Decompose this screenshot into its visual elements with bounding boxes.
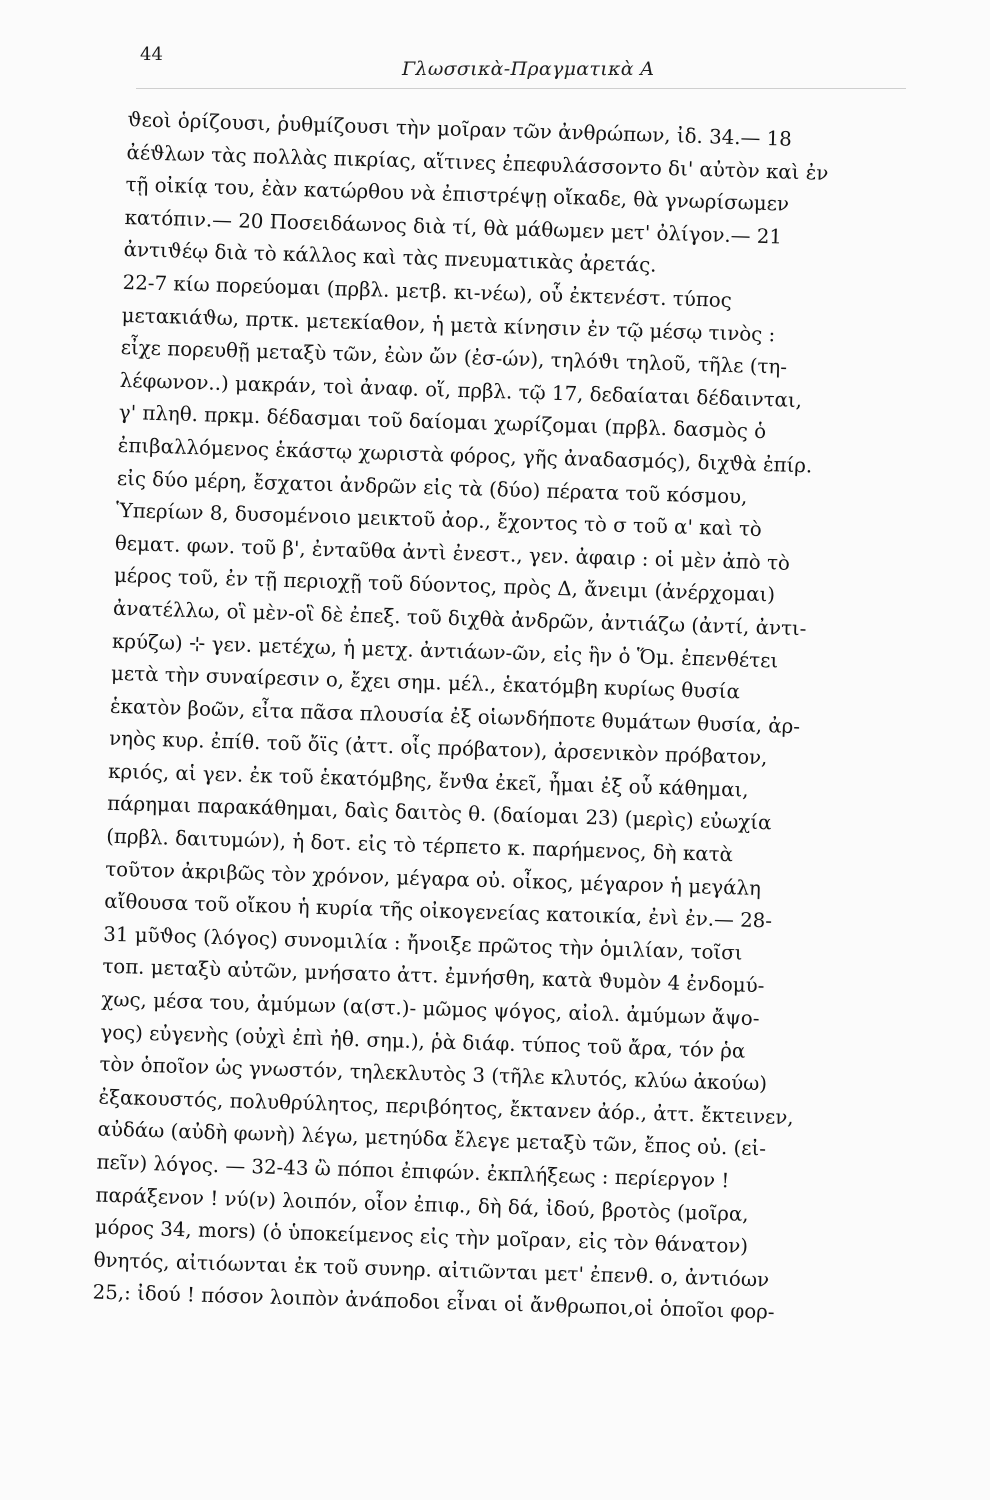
text-line: μόρος 34, mors) (ὁ ὑποκείμενος εἰς τὴν μοῖραν, εἰς τὸν θάνατον) bbox=[94, 1215, 749, 1259]
text-line: 31 μῦϑος (λόγος) συνομιλία : ἤνοιξε πρῶτος τὴν ὁμιλίαν, τοῖσι bbox=[103, 922, 743, 965]
text-line: τοπ. μεταξὺ αὐτῶν, μνήσατο ἀττ. ἐμνήσθη, κατὰ ϑυμὸν 4 ἐνδομύ- bbox=[102, 955, 765, 998]
text-line: κατόπιν.— 20 Ποσειδάωνος διὰ τί, θὰ μάθωμεν μετ' ὀλίγον.— 21 bbox=[124, 205, 783, 249]
text-line: ἀντιϑέῳ διὰ τὸ κάλλος καὶ τὰς πνευματικὰς ἀρετάς. bbox=[123, 238, 657, 278]
text-line: κρύζω) ⊹ γεν. μετέχω, ἡ μετχ. ἀντιάων-ῶν, εἰς ἣν ὁ Ὅμ. ἐπενθέτει bbox=[111, 629, 779, 673]
text-line: τοῦτον ἀκριβῶς τὸν χρόνον, μέγαρα οὐ. οἶκος, μέγαρον ἡ μεγάλη bbox=[104, 857, 762, 900]
text-line: ἐπιβαλλόμενος ἑκάστῳ χωριστὰ φόρος, γῆς ἀναδασμός), διχϑὰ ἐπίρ. bbox=[117, 433, 813, 478]
text-line: ἐξακουστός, πολυθρύλητος, περιβόητος, ἔκτανεν ἀόρ., ἀττ. ἔκτεινεν, bbox=[98, 1085, 794, 1130]
text-line: μετακιάϑω, πρτκ. μετεκίαθον, ἡ μετὰ κίνησιν ἐν τῷ μέσῳ τινὸς : bbox=[121, 303, 776, 346]
text-line: ἀέϑλων τὰς πολλὰς πικρίας, αἵτινες ἐπεφυλάσσοντο δι' αὐτὸν καὶ ἐν bbox=[126, 140, 829, 185]
text-line: αὐδάω (αὐδὴ φωνὴ) λέγω, μετηύδα ἔλεγε μεταξὺ τῶν, ἔπος οὐ. (εἰ- bbox=[97, 1117, 767, 1161]
text-line: πάρημαι παρακάθημαι, δαὶς δαιτὸς θ. (δαίομαι 23) (μερὶς) εὐωχία bbox=[106, 792, 772, 835]
text-line: Ὑπερίων 8, δυσομένοιο μεικτοῦ ἀορ., ἔχοντος τὸ σ τοῦ α' καὶ τὸ bbox=[115, 498, 763, 542]
text-line: τὸν ὁποῖον ὡς γνωστόν, τηλεκλυτὸς 3 (τῆλε κλυτός, κλύω ἀκούω) bbox=[99, 1052, 768, 1096]
text-line: κριός, αἱ γεν. ἐκ τοῦ ἑκατόμβης, ἔνϑα ἐκεῖ, ἦμαι ἐξ οὗ κάθημαι, bbox=[107, 759, 749, 802]
text-line: μετὰ τὴν συναίρεσιν ο, ἔχει σημ. μέλ., ἑκατόμβη κυρίως θυσία bbox=[110, 661, 741, 704]
text-line: 22-7 κίω πορεύομαι (πρβλ. μετβ. κι-νέω), οὗ ἐκτενέστ. τύπος bbox=[122, 270, 733, 312]
text-line: 25,: ἰδού ! πόσον λοιπὸν ἀνάποδοι εἶναι οἱ ἄνθρωποι,οἱ ὁποῖοι φορ- bbox=[92, 1280, 775, 1325]
text-line: τῇ οἰκίᾳ του, ἐὰν κατώρθου νὰ ἐπιστρέψῃ οἴκαδε, θὰ γνωρίσωμεν bbox=[125, 173, 790, 216]
header-rule bbox=[136, 88, 906, 89]
text-line: μέρος τοῦ, ἐν τῇ περιοχῇ τοῦ δύοντος, πρὸς Δ, ἄνειμι (ἀνέρχομαι) bbox=[113, 564, 776, 607]
commentary-text bbox=[92, 104, 891, 1332]
page-number: 44 bbox=[140, 44, 163, 65]
text-line: θεματ. φων. τοῦ β', ἐνταῦθα ἀντὶ ἐνεστ., γεν. ἀφαιρ : οἱ μὲν ἀπὸ τὸ bbox=[114, 531, 791, 575]
text-line: εἶχε πορευθῇ μεταξὺ τῶν, ἐὼν ὤν (ἐσ-ών), τηλόϑι τηλοῦ, τῆλε (τη- bbox=[120, 336, 788, 379]
running-head: Γλωσσικὰ-Πραγματικὰ Α bbox=[402, 58, 655, 80]
text-line: ϑεοὶ ὁρίζουσι, ῥυθμίζουσι τὴν μοῖραν τῶν ἀνθρώπων, ἰδ. 34.— 18 bbox=[127, 107, 793, 151]
text-line: παράξενον ! νύ(ν) λοιπόν, οἷον ἐπιφ., δὴ δά, ἰδού, βροτὸς (μοῖρα, bbox=[95, 1183, 749, 1226]
text-line: χως, μέσα του, ἀμύμων (α(στ.)- μῶμος ψόγος, αἰολ. ἀμύμων ἄψο- bbox=[101, 987, 760, 1031]
text-line: αἴθουσα τοῦ οἴκου ἡ κυρία τῆς οἰκογενείας κατοικία, ἐνὶ ἐν.— 28- bbox=[103, 889, 773, 933]
text-line: γος) εὐγενὴς (οὐχὶ ἐπὶ ἠθ. σημ.), ῥὰ διάφ. τύπος τοῦ ἄρα, τόν ῥα bbox=[100, 1020, 746, 1063]
text-line: νηὸς κυρ. ἐπίθ. τοῦ ὄϊς (ἀττ. οἷς πρόβατον), ἀρσενικὸν πρόβατον, bbox=[108, 727, 768, 770]
text-line: (πρβλ. δαιτυμών), ἡ δοτ. εἰς τὸ τέρπετο κ. παρήμενος, δὴ κατὰ bbox=[105, 824, 734, 867]
text-line: θνητός, αἰτιόωνται ἐκ τοῦ συνηρ. αἰτιῶνται μετ' ἐπενθ. ο, ἀντιόων bbox=[93, 1248, 770, 1292]
text-line: λέφωνον..) μακράν, τοὶ ἀναφ. οἵ, πρβλ. τῷ 17, δεδαίαται δέδαινται, bbox=[119, 368, 803, 412]
text-line: πεῖν) λόγος. — 32-43 ὢ πόποι ἐπιφών. ἐκπλήξεως : περίεργον ! bbox=[96, 1150, 730, 1193]
text-line: ἀνατέλλω, οἳ μὲν-οἳ δὲ ἐπεξ. τοῦ διχθὰ ἀνδρῶν, ἀντιάζω (ἀντί, ἀντι- bbox=[112, 596, 807, 641]
text-line: ἑκατὸν βοῶν, εἶτα πᾶσα πλουσία ἐξ οἱωνδήποτε θυμάτων θυσία, ἀρ- bbox=[109, 694, 801, 738]
text-line: γ' πληθ. πρκμ. δέδασμαι τοῦ δαίομαι χωρίζομαι (πρβλ. δασμὸς ὁ bbox=[118, 401, 767, 444]
text-line: εἰς δύο μέρη, ἔσχατοι ἀνδρῶν εἰς τὰ (δύο) πέρατα τοῦ κόσμου, bbox=[116, 466, 748, 509]
